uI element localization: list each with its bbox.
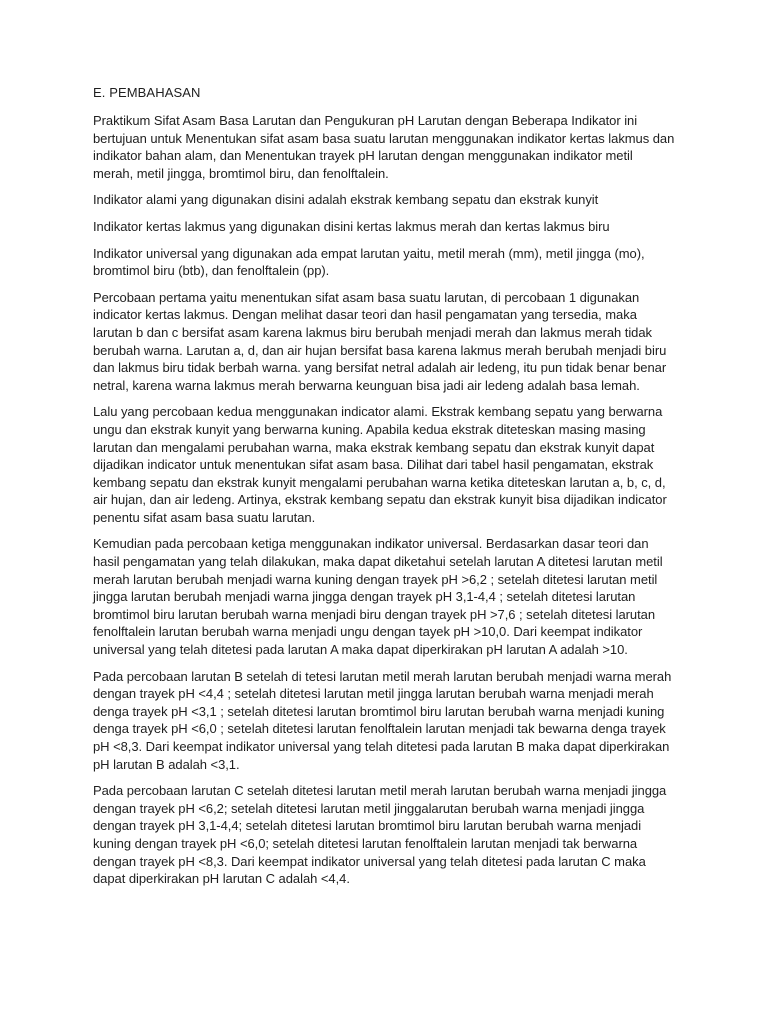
paragraph-natural-indicator: Indikator alami yang digunakan disini adalah ekstrak kembang sepatu dan ekstrak kunyit — [93, 192, 599, 208]
paragraph-solution-c: Pada percobaan larutan C setelah ditetesi larutan metil merah larutan berubah warna menjadi jingga dengan trayek pH <6,2; setelah ditetesi larutan metil jinggalarutan berubah warna menjadi jingga dengan trayek pH 3,1-4,4; setelah ditetesi larutan bromtimol biru larutan berubah warna menjadi kuning dengan trayek pH <6,0; setelah ditetesi larutan fenolftalein larutan menjadi tak berwarna dengan trayek pH <8,3. Dari keempat indikator universal yang telah ditetesi pada larutan C maka dapat diperkirakan pH larutan C adalah <4,4. — [93, 783, 667, 887]
paragraph-intro: Praktikum Sifat Asam Basa Larutan dan Pengukuran pH Larutan dengan Beberapa Indikator ini bertujuan untuk Menentukan sifat asam basa suatu larutan menggunakan indikator kertas lakmus dan indikator bahan alam, dan Menentukan trayek pH larutan dengan menggunakan indikator metil merah, metil jingga, bromtimol biru, dan fenolftalein. — [93, 113, 675, 181]
paragraph-solution-b: Pada percobaan larutan B setelah di tetesi larutan metil merah larutan berubah menjadi warna merah dengan trayek pH <4,4 ; setelah ditetesi larutan metil jingga larutan berubah warna menjadi merah denga trayek pH <3,1 ; setelah ditetesi larutan bromtimol biru larutan berubah warna menjadi kuning denga trayek pH <6,0 ; setelah ditetesi larutan fenolftalein larutan menjadi tak bewarna denga trayek pH <8,3. Dari keempat indikator universal yang telah ditetesi pada larutan B maka dapat diperkirakan pH larutan B adalah <3,1. — [93, 668, 672, 772]
paragraph-litmus-indicator: Indikator kertas lakmus yang digunakan disini kertas lakmus merah dan kertas lakmus biru — [93, 218, 610, 234]
section-heading: E. PEMBAHASAN — [93, 85, 201, 100]
paragraph-experiment-1: Percobaan pertama yaitu menentukan sifat asam basa suatu larutan, di percobaan 1 digunakan indicator kertas lakmus. Dengan melihat dasar teori dan hasil pengamatan yang tersedia, maka larutan b dan c bersifat asam karena lakmus biru berubah menjadi merah dan lakmus merah tidak berubah warna. Larutan a, d, dan air hujan bersifat basa karena lakmus merah berubah menjadi biru dan lakmus biru tidak berbah warna. yang bersifat netral adalah air ledeng, itu pun tidak benar benar netral, karena warna lakmus merah berwarna keunguan bisa jadi air ledeng adalah basa lemah. — [93, 289, 667, 393]
paragraph-experiment-3-solution-a: Kemudian pada percobaan ketiga menggunakan indikator universal. Berdasarkan dasar teori dan hasil pengamatan yang telah dilakukan, maka dapat diketahui setelah larutan A ditetesi larutan metil merah larutan berubah menjadi warna kuning dengan trayek pH >6,2 ; setelah ditetesi larutan metil jingga larutan berubah menjadi warna jingga dengan trayek pH 3,1-4,4 ; setelah ditetesi larutan bromtimol biru larutan berubah warna menjadi biru dengan trayek pH >7,6 ; setelah ditetesi larutan fenolftalein larutan berubah warna menjadi ungu dengan tayek pH >10,0. Dari keempat indikator universal yang telah ditetesi pada larutan A maka dapat diperkirakan pH larutan A adalah >10. — [93, 536, 663, 658]
paragraph-universal-indicator: Indikator universal yang digunakan ada empat larutan yaitu, metil merah (mm), metil jingga (mo), bromtimol biru (btb), dan fenolftalein (pp). — [93, 245, 645, 279]
paragraph-experiment-2: Lalu yang percobaan kedua menggunakan indicator alami. Ekstrak kembang sepatu yang berwarna ungu dan ekstrak kunyit yang berwarna kuning. Apabila kedua ekstrak diteteskan masing masing larutan dan mengalami perubahan warna, maka ekstrak kembang sepatu dan ekstrak kunyit dapat dijadikan indicator untuk menentukan sifat asam basa. Dilihat dari tabel hasil pengamatan, ekstrak kembang sepatu dan ekstrak kunyit mengalami perubahan warna ketika diteteskan larutan a, b, c, d, air hujan, dan air ledeng. Artinya, ekstrak kembang sepatu dan ekstrak kunyit bisa dijadikan indicator penentu sifat asam basa suatu larutan. — [93, 404, 667, 525]
